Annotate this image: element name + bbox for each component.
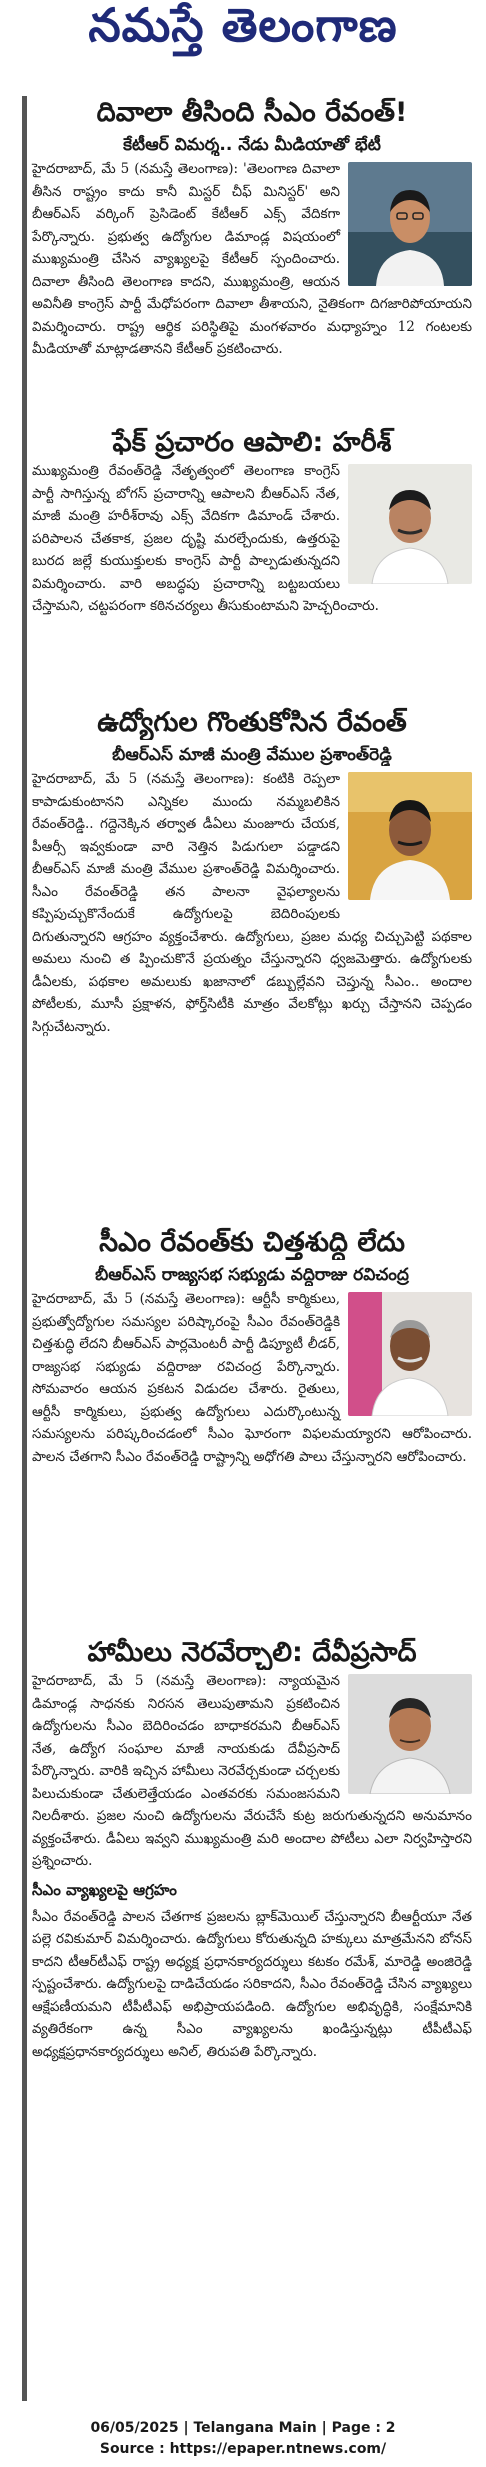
ktr-photo <box>348 162 472 286</box>
article-body: ముఖ్యమంత్రి రేవంత్‌రెడ్డి నేతృత్వంలో తెలంగాణ కాంగ్రెస్ పార్టీ సాగిస్తున్న బోగస్ ప్రచారాన్ని ఆపాలని బీఆర్ఎస్ నేత, మాజీ మంత్రి హరీశ్‌రావు ఎక్స్ వేదికగా డిమాండ్ చేశారు. పరిపాలన చేతకాక, ప్రజల దృష్టి మరల్చేందుకు, ఉత్తరుపై బురద జల్లే కుయుక్తులకు కాంగ్రెస్ పార్టీ పాల్పడుతున్నదని విమర్శించారు. వారి అబద్ధపు ప్రచారాన్ని బట్టబయలు చేస్తామని, చట్టపరంగా కఠినచర్యలు తీసుకుంటామని హెచ్చరించారు. <box>32 463 379 614</box>
article-headline: ఉద్యోగుల గొంతుకోసిన రేవంత్ <box>97 707 407 738</box>
article-body-continued: సీఎం రేవంత్‌రెడ్డి పాలన చేతగాక ప్రజలను బ్లాక్‌మెయిల్ చేస్తున్నారని బీఆర్టీయూ నేత పల్లె రవికుమార్ విమర్శించారు. ఉద్యోగులు కోరుతున్నది హక్కులు మాత్రమేనని బోనస్ కాదని టీఆర్‌టీఎఫ్ రాష్ట్ర అధ్యక్ష ప్రధానకార్యదర్శులు కటకం రమేశ్, మారెడ్డి అంజిరెడ్డి స్పష్టంచేశారు. ఉద్యోగులపై దాడిచేయడం సరికాదని, సీఎం రేవంత్‌రెడ్డి చేసిన వ్యాఖ్యలు ఆక్షేపణీయమని టీపీటీఎఫ్ అభిప్రాయపడింది. ఉద్యోగుల అభివృద్ధికి, సంక్షేమానికి వ్యతిరేకంగా ఉన్న సీఎం వ్యాఖ్యలను ఖండిస్తున్నట్లు టీపీటీఎఫ్ అధ్యక్షప్రధానకార్యదర్శులు అనిల్, తిరుపతి పేర్కొన్నారు. <box>32 1908 472 2060</box>
prashanth-photo <box>348 772 472 900</box>
article-ravichandra <box>32 1226 472 1468</box>
masthead-title: నమస్తే తెలంగాణ <box>88 0 398 52</box>
article-subheading: కేటీఆర్ విమర్శ.. నేడు మీడియాతో భేటీ <box>123 135 381 155</box>
page-footer <box>0 2418 486 2460</box>
harish-photo <box>348 464 472 584</box>
article-headline: హామీలు నెరవేర్చాలి: దేవీప్రసాద్ <box>87 1637 417 1668</box>
article-subheading: బీఆర్ఎస్ రాజ్యసభ సభ్యుడు వద్దిరాజు రవిచంద్ర <box>95 1265 409 1285</box>
article-headline: సీఎం రేవంత్‌కు చిత్తశుద్ధి లేదు <box>99 1227 405 1258</box>
ravichandra-photo <box>348 1292 472 1416</box>
article-ktr <box>32 96 472 361</box>
article-harish <box>32 426 472 618</box>
footer-date-line: 06/05/2025 | Telangana Main | Page : 2 <box>90 2420 396 2436</box>
article-body: హైదరాబాద్, మే 5 (నమస్తే తెలంగాణ): ఆర్టీసీ కార్మికులు, ప్రభుత్వోద్యోగుల సమస్యల పరిష్కారంపై సీఎం రేవంత్‌రెడ్డికి చిత్తశుద్ధి లేదని బీఆర్ఎస్ పార్లమెంటరీ పార్టీ డిప్యూటీ లీడర్, రాజ్యసభ సభ్యుడు వద్దిరాజు రవిచంద్ర పేర్కొన్నారు. సోమవారం ఆయన ప్రకటన విడుదల చేశారు. రైతులు, ఆర్టీసీ కార్మికులు, ప్రభుత్వ ఉద్యోగులు ఎదుర్కొంటున్న సమస్యలను పరిష్కరించడంలో సీఎం ఘోరంగా విఫలమయ్యారని ఆరోపించారు. పాలన చేతగాని సీఎం రేవంత్‌రెడ్డి రాష్ట్రాన్ని అధోగతి పాలు చేస్తున్నారని ఆరోపించారు. <box>32 1291 472 1465</box>
column-rule <box>22 96 27 2401</box>
article-body: హైదరాబాద్, మే 5 (నమస్తే తెలంగాణ): న్యాయమైన డిమాండ్ల సాధనకు నిరసన తెలుపుతామని ప్రకటించిన ఉద్యోగులను సీఎం బెదిరించడం బాధాకరమని బీఆర్ఎస్ నేత, ఉద్యోగ సంఘాల మాజీ నాయకుడు దేవీప్రసాద్ పేర్కొన్నారు. వారికి ఇచ్చిన హామీలు నెరవేర్చకుండా చర్చలకు పిలుచుకుండా చేతులెత్తేయడం ఎంతవరకు సమంజసమని నిలదీశారు. ప్రజల నుంచి ఉద్యోగులను వేరుచేసే కుట్ర జరుగుతున్నదని అనుమానం వ్యక్తంచేశారు. డీఏలు ఇవ్వని ముఖ్యమంత్రి మరి అందాల పోటీలు ఎలా నిర్వహిస్తారని ప్రశ్నించారు. <box>32 1673 472 1869</box>
article-body: హైదరాబాద్, మే 5 (నమస్తే తెలంగాణ): 'తెలంగాణ దివాలా తీసిన రాష్ట్రం కాదు కానీ మిస్టర్ చీఫ్ మినిస్టర్' అని బీఆర్ఎస్ వర్కింగ్ ప్రెసిడెంట్ కేటీఆర్ ఎక్స్ వేదికగా పేర్కొన్నారు. ప్రభుత్వ ఉద్యోగుల డిమాండ్ల విషయంలో ముఖ్యమంత్రి చేసిన వ్యాఖ్యలపై కేటీఆర్ స్పందించారు. దివాలా తీసింది తెలంగాణ కాదని, ముఖ్యమంత్రి, ఆయన అవినీతి కాంగ్రెస్ పార్టీ మేధోపరంగా దివాలా తీశాయని, నైతికంగా దిగజారిపోయాయని విమర్శించారు. రాష్ట్ర ఆర్థిక పరిస్థితిపై మంగళవారం మధ్యాహ్నం 12 గంటలకు మీడియాతో మాట్లాడతానని కేటీఆర్ ప్రకటించారు. <box>32 161 472 357</box>
footer-source-line: Source : https://epaper.ntnews.com/ <box>99 2441 387 2457</box>
article-prashanth <box>32 706 472 1038</box>
masthead <box>0 0 486 62</box>
article-headline: ఫేక్ ప్రచారం ఆపాలి: హరీశ్ <box>112 427 392 458</box>
article-subheading: బీఆర్ఎస్ మాజీ మంత్రి వేముల ప్రశాంత్‌రెడ్డి <box>112 745 392 765</box>
deviprasad-photo <box>348 1674 472 1794</box>
article-deviprasad <box>32 1636 472 2063</box>
article-body: హైదరాబాద్, మే 5 (నమస్తే తెలంగాణ): కంటికి రెప్పలా కాపాడుకుంటానని ఎన్నికల ముందు నమ్మబలికిన రేవంత్‌రెడ్డి.. గద్దెనెక్కిన తర్వాత డీఏలు మంజూరు చేయక, పీఆర్సీ ఇవ్వకుండా వారి నెత్తిన పిడుగులా పడ్డాడని బీఆర్ఎస్ మాజీ మంత్రి వేముల ప్రశాంత్‌రెడ్డి విమర్శించారు. సీఎం రేవంత్‌రెడ్డి తన పాలనా వైఫల్యాలను కప్పిపుచ్చుకొనేందుకే ఉద్యోగులపై బెదిరింపులకు దిగుతున్నారని ఆగ్రహం వ్యక్తంచేశారు. ఉద్యోగులు, ప్రజల మధ్య చిచ్చుపెట్టి పథకాల అమలు నుంచి త ప్పించుకొనే ప్రయత్నం చేస్తున్నారని ధ్వజమెత్తారు. ఉద్యోగులకు డీఏలకు, పథకాల అమలుకు ఖజానాలో డబ్బుల్లేవని చెప్తున్న సీఎం.. అందాల పోటీలకు, మూసీ ప్రక్షాళన, ఫోర్త్‌సిటీకి మాత్రం వేలకోట్లు ఖర్చు చేస్తానని చెప్పడం సిగ్గుచేటన్నారు. <box>32 771 472 1035</box>
article-subsection-heading: సీఎం వ్యాఖ్యలపై ఆగ్రహం <box>32 1880 177 1899</box>
article-headline: దివాలా తీసింది సీఎం రేవంత్! <box>96 97 408 128</box>
news-clipping <box>0 96 486 2401</box>
